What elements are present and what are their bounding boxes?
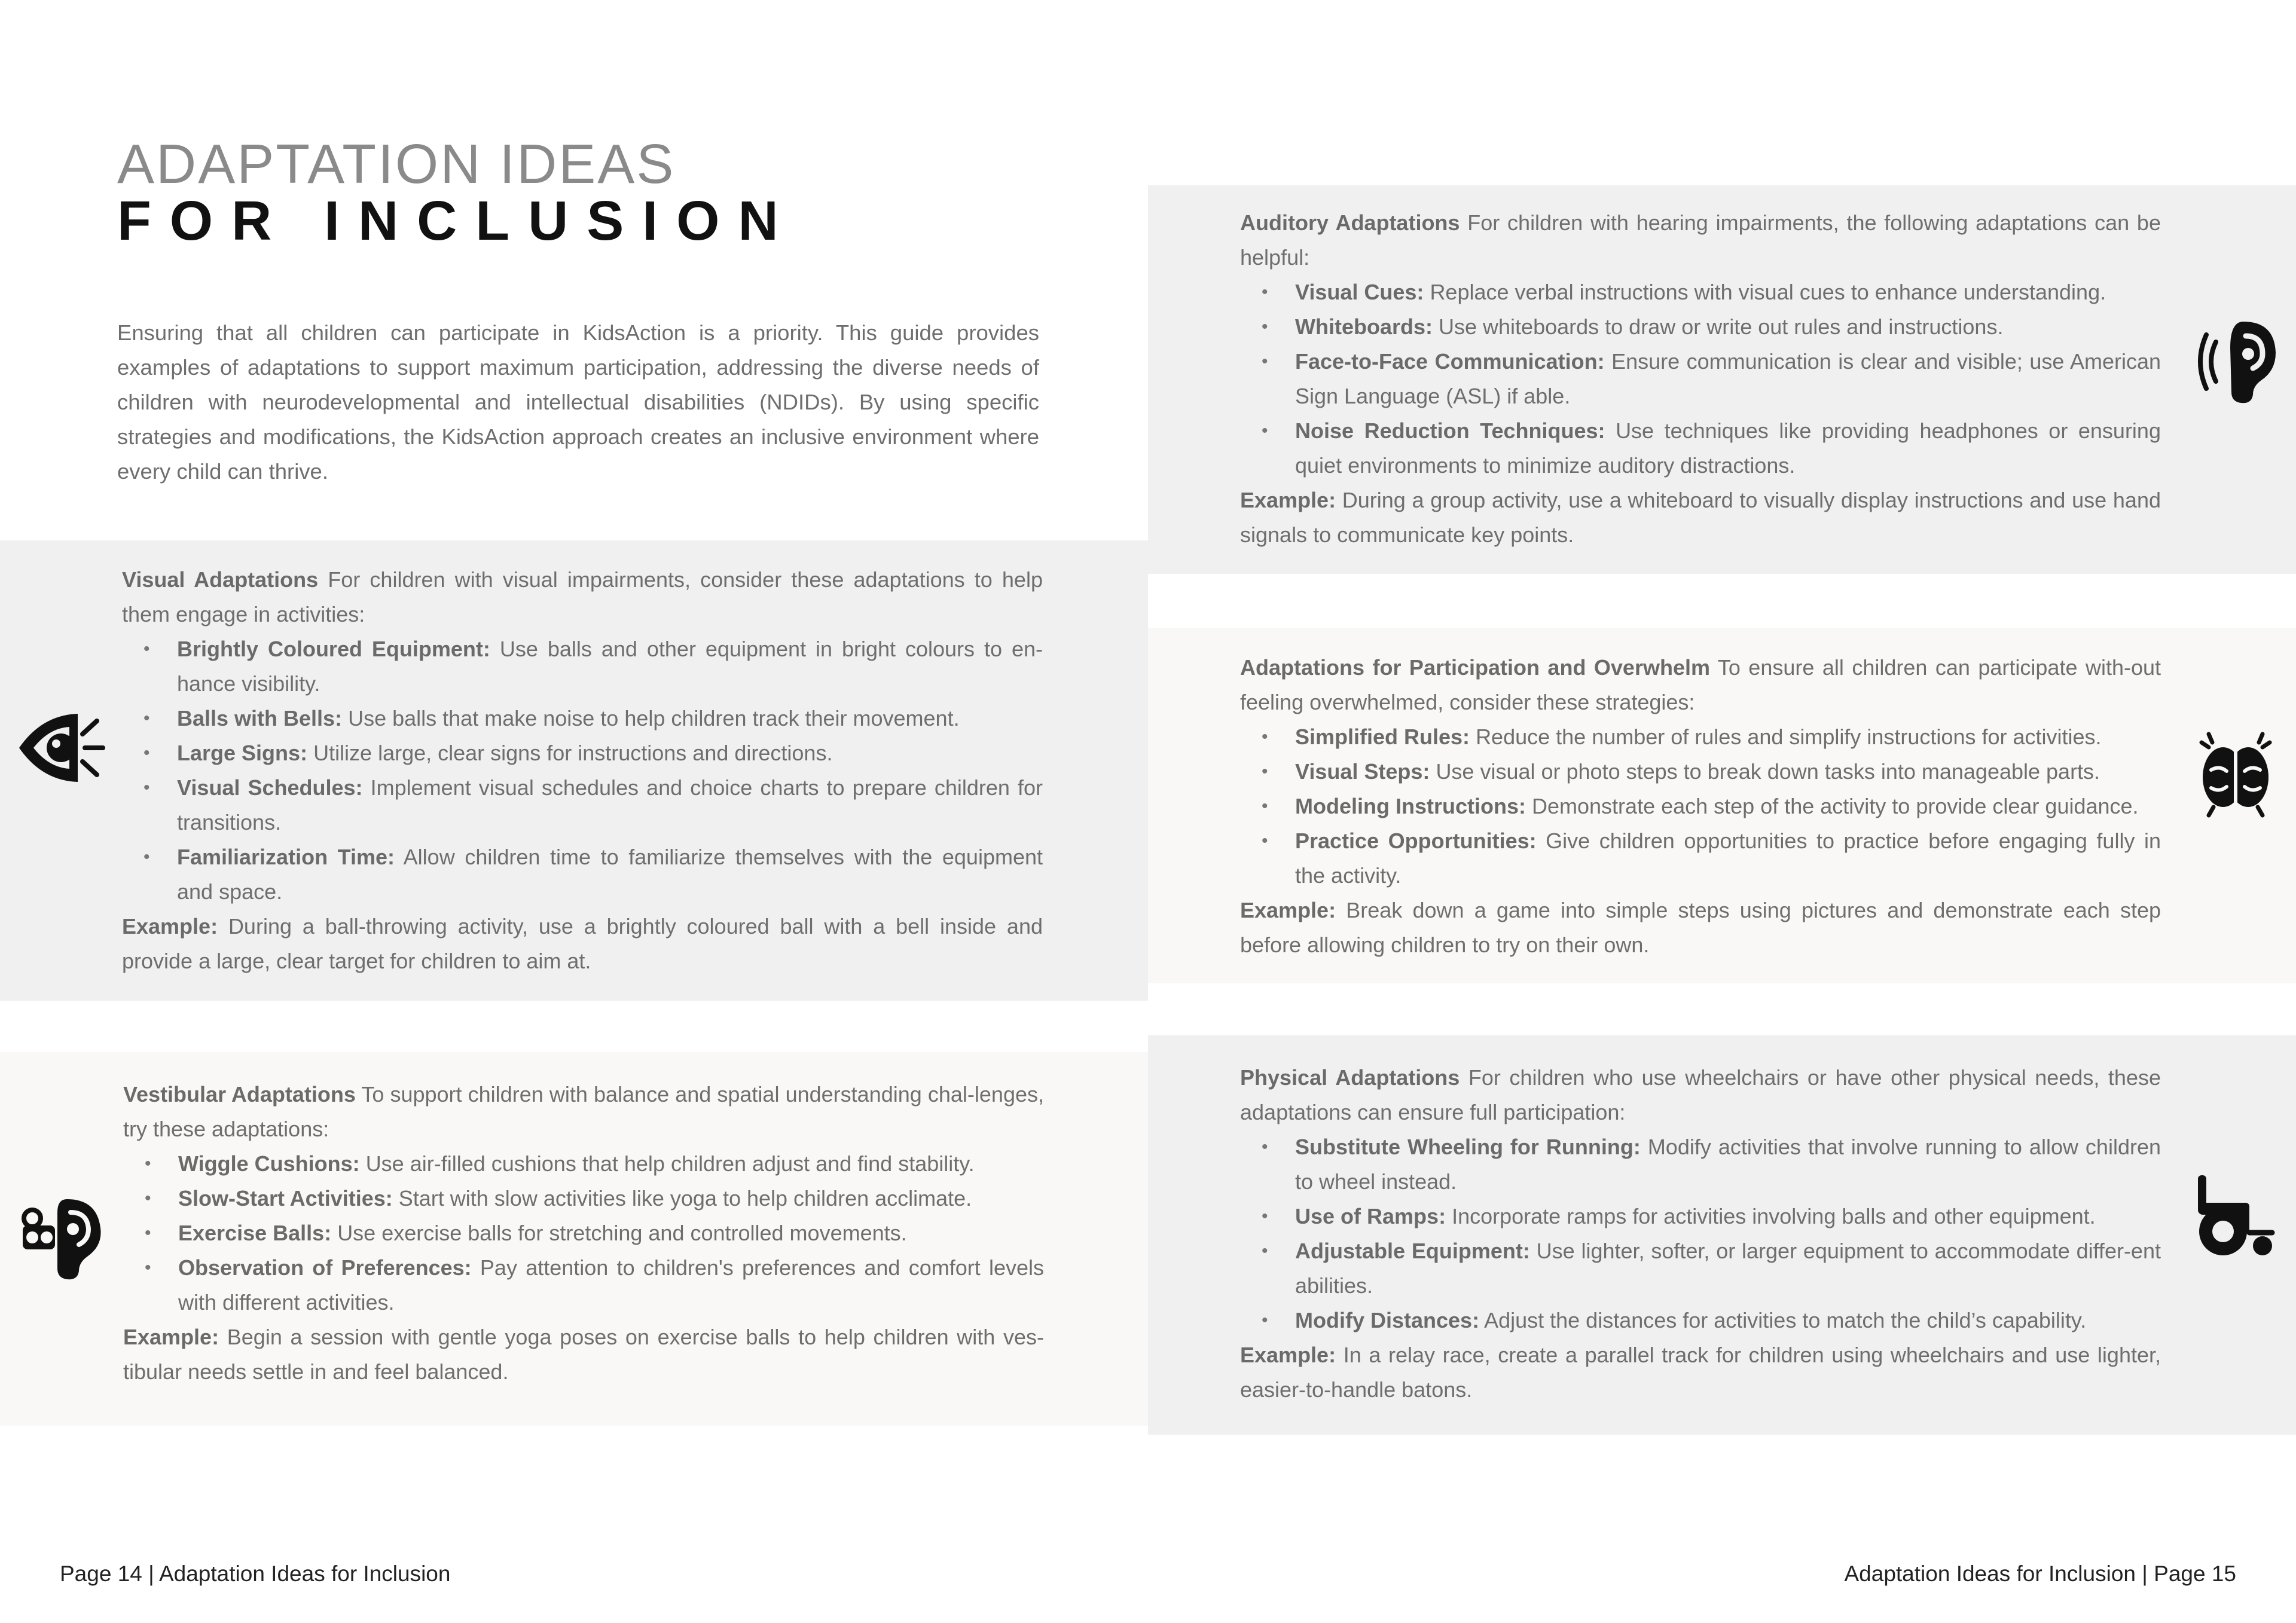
list-item: • Adjustable Equipment: Use lighter, softer, or larger equipment to accommodate differ-ent abilities.: [1295, 1234, 2161, 1303]
adaptation-list: [123, 1147, 1044, 1320]
list-item: • Brightly Coloured Equipment: Use balls and other equipment in bright colours to en-hance visibility.: [177, 632, 1043, 701]
visual-adaptations-panel: [0, 540, 1148, 1001]
physical-adaptations-panel: [1148, 1035, 2296, 1435]
adaptation-list: [122, 632, 1043, 909]
example-text: Example: Begin a session with gentle yoga poses on exercise balls to help children with ves-tibular needs settle in and feel balanced.: [123, 1325, 1044, 1384]
footer-page-label-right: Adaptation Ideas for Inclusion | Page 15: [1844, 1561, 2236, 1586]
list-item: • Whiteboards: Use whiteboards to draw or write out rules and instructions.: [1295, 310, 2161, 344]
list-item: • Exercise Balls: Use exercise balls for stretching and controlled movements.: [178, 1216, 1044, 1251]
section-title: Vestibular Adaptations: [123, 1082, 356, 1107]
section-lead: To ensure all children can participate with-out feeling overwhelmed, consider these strategies:: [1240, 655, 2161, 714]
list-item: • Balls with Bells: Use balls that make noise to help children track their movement.: [177, 701, 1043, 736]
section-title: Physical Adaptations: [1240, 1065, 1460, 1090]
list-item: • Visual Cues: Replace verbal instructions with visual cues to enhance understanding.: [1295, 275, 2161, 310]
section-lead: For children with visual impairments, consider these adaptations to help them engage in activities:: [122, 567, 1043, 626]
list-item: • Visual Steps: Use visual or photo steps to break down tasks into manageable parts.: [1295, 754, 2161, 789]
inner-ear-icon: [20, 1194, 105, 1282]
example-text: Example: Break down a game into simple steps using pictures and demonstrate each step before allowing children to try on their own.: [1240, 898, 2161, 957]
list-item: • Modify Distances: Adjust the distances for activities to match the child’s capability.: [1295, 1303, 2161, 1338]
list-item: • Familiarization Time: Allow children time to familiarize themselves with the equipment and space.: [177, 840, 1043, 909]
list-item: • Use of Ramps: Incorporate ramps for activities involving balls and other equipment.: [1295, 1199, 2161, 1234]
list-item: • Substitute Wheeling for Running: Modify activities that involve running to allow children to wheel instead.: [1295, 1130, 2161, 1199]
list-item: • Visual Schedules: Implement visual schedules and choice charts to prepare children for transitions.: [177, 771, 1043, 840]
list-item: • Large Signs: Utilize large, clear signs for instructions and directions.: [177, 736, 1043, 771]
auditory-adaptations-panel: [1148, 185, 2296, 574]
section-lead: For children with hearing impairments, the following adaptations can be helpful:: [1240, 210, 2161, 270]
eye-icon: [18, 704, 105, 791]
participation-adaptations-panel: [1148, 628, 2296, 983]
section-title: Visual Adaptations: [122, 567, 319, 592]
adaptation-list: [1240, 720, 2161, 893]
example-text: Example: In a relay race, create a parallel track for children using wheelchairs and use lighter, easier-to-handle batons.: [1240, 1343, 2161, 1402]
list-item: • Practice Opportunities: Give children opportunities to practice before engaging fully in the activity.: [1295, 824, 2161, 893]
wheelchair-icon: [2194, 1173, 2278, 1260]
list-item: • Modeling Instructions: Demonstrate each step of the activity to provide clear guidance.: [1295, 789, 2161, 824]
adaptation-list: [1240, 1130, 2161, 1338]
section-lead: For children who use wheelchairs or have other physical needs, these adaptations can ensure full participation:: [1240, 1065, 2161, 1124]
list-item: • Slow-Start Activities: Start with slow activities like yoga to help children acclimate.: [178, 1181, 1044, 1216]
list-item: • Wiggle Cushions: Use air-filled cushions that help children adjust and find stability.: [178, 1147, 1044, 1181]
list-item: • Face-to-Face Communication: Ensure communication is clear and visible; use American Sign Language (ASL) if able.: [1295, 344, 2161, 414]
example-text: Example: During a group activity, use a whiteboard to visually display instructions and use hand signals to communicate key points.: [1240, 488, 2161, 547]
page-title-line1: ADAPTATION IDEAS: [117, 133, 676, 195]
section-title: Auditory Adaptations: [1240, 210, 1460, 235]
section-lead: To support children with balance and spatial understanding chal-lenges, try these adaptations:: [123, 1082, 1044, 1141]
example-text: Example: During a ball-throwing activity, use a brightly coloured ball with a bell inside and provide a large, clear target for children to aim at.: [122, 914, 1043, 973]
list-item: • Observation of Preferences: Pay attention to children's preferences and comfort levels with different activities.: [178, 1251, 1044, 1320]
page-title-line2: FOR INCLUSION: [117, 189, 797, 252]
vestibular-adaptations-panel: [0, 1052, 1148, 1426]
list-item: • Noise Reduction Techniques: Use techniques like providing headphones or ensuring quiet environments to minimize auditory distractions.: [1295, 414, 2161, 483]
brain-icon: [2196, 730, 2276, 818]
footer-page-label-left: Page 14 | Adaptation Ideas for Inclusion: [60, 1561, 451, 1586]
section-title: Adaptations for Participation and Overwhelm: [1240, 655, 1710, 680]
intro-paragraph: Ensuring that all children can participate in KidsAction is a priority. This guide provides examples of adaptations to support maximum participation, addressing the diverse needs of children with neurodevelopmental and intellectual disabilities (NDIDs). By using specific strategies and modifications, the KidsAction approach creates an inclusive environment where every child can thrive.: [117, 320, 1039, 484]
adaptation-list: [1240, 275, 2161, 483]
ear-icon: [2194, 318, 2278, 405]
list-item: • Simplified Rules: Reduce the number of rules and simplify instructions for activities.: [1295, 720, 2161, 754]
